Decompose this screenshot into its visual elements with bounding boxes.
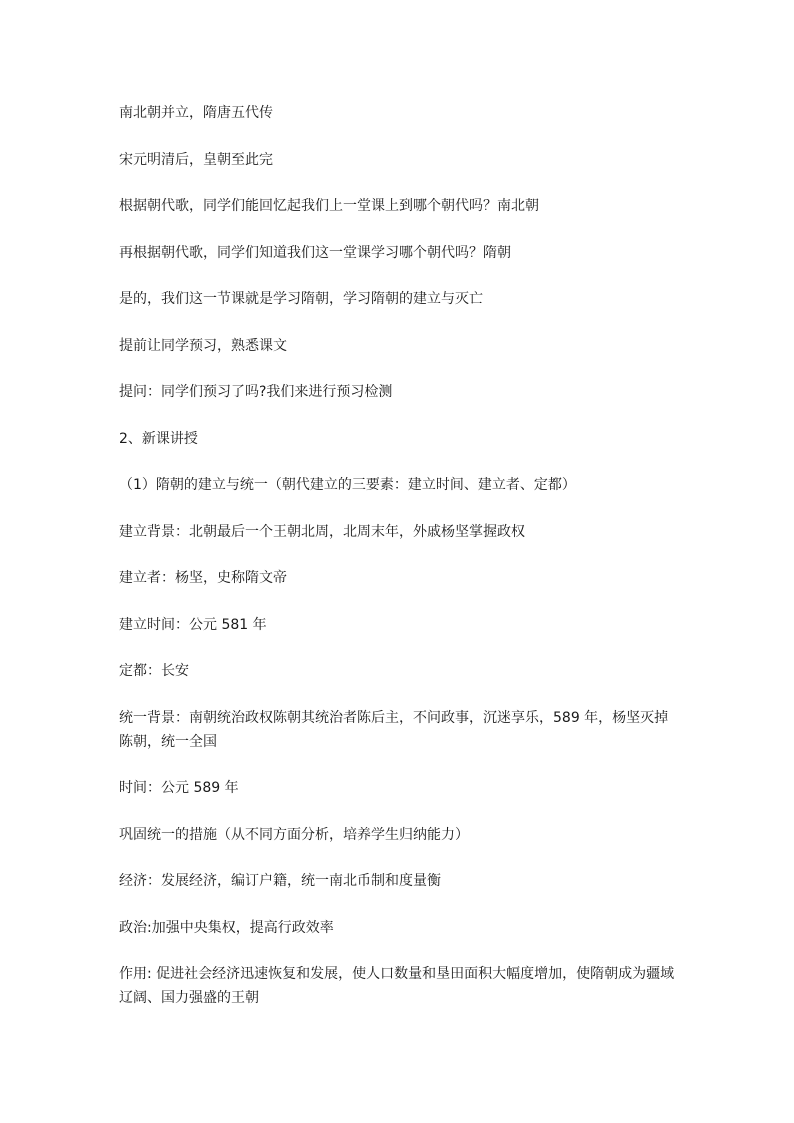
paragraph-consolidation-measures: 巩固统一的措施（从不同方面分析，培养学生归纳能力） [119,826,469,843]
paragraph-preview-check: 提问：同学们预习了吗?我们来进行预习检测 [119,384,393,400]
paragraph-unification-background: 统一背景：南朝统治政权陈朝其统治者陈后主，不问政事，沉迷享乐，589 年，杨坚灭掉陈朝，统一全国 [119,709,669,750]
paragraph-lesson-question: 再根据朝代歌，同学们知道我们这一堂课学习哪个朝代吗？隋朝 [119,244,511,261]
paragraph-politics: 政治:加强中央集权，提高行政效率 [119,919,334,936]
paragraph-preview: 提前让同学预习，熟悉课文 [119,337,287,354]
paragraph-economy: 经济：发展经济，编订户籍，统一南北币制和度量衡 [119,873,441,889]
paragraph-effect: 作用: 促进社会经济迅速恢复和发展，使人口数量和垦田面积大幅度增加，使隋朝成为疆域辽阔、国力强盛的王朝 [119,966,675,1006]
paragraph-founding-time: 建立时间：公元 581 年 [119,616,267,633]
section-heading-new-lesson: 2、新课讲授 [119,430,198,447]
paragraph-founding-background: 建立背景：北朝最后一个王朝北周，北周末年，外戚杨坚掌握政权 [119,523,525,540]
paragraph-review-question: 根据朝代歌，同学们能回忆起我们上一堂课上到哪个朝代吗？南北朝 [119,198,539,214]
paragraph-founder: 建立者：杨坚，史称隋文帝 [119,570,287,586]
paragraph-unification-time: 时间：公元 589 年 [119,780,239,796]
subsection-heading-founding: （1）隋朝的建立与统一（朝代建立的三要素：建立时间、建立者、定都） [119,477,576,493]
paragraph-capital: 定都：长安 [119,663,189,679]
paragraph-lesson-intro: 是的，我们这一节课就是学习隋朝，学习隋朝的建立与灭亡 [119,291,483,307]
paragraph-dynasty-song-line-1: 南北朝并立，隋唐五代传 [119,105,273,121]
document-body [119,101,679,1033]
paragraph-dynasty-song-line-2: 宋元明清后，皇朝至此完 [119,151,273,168]
